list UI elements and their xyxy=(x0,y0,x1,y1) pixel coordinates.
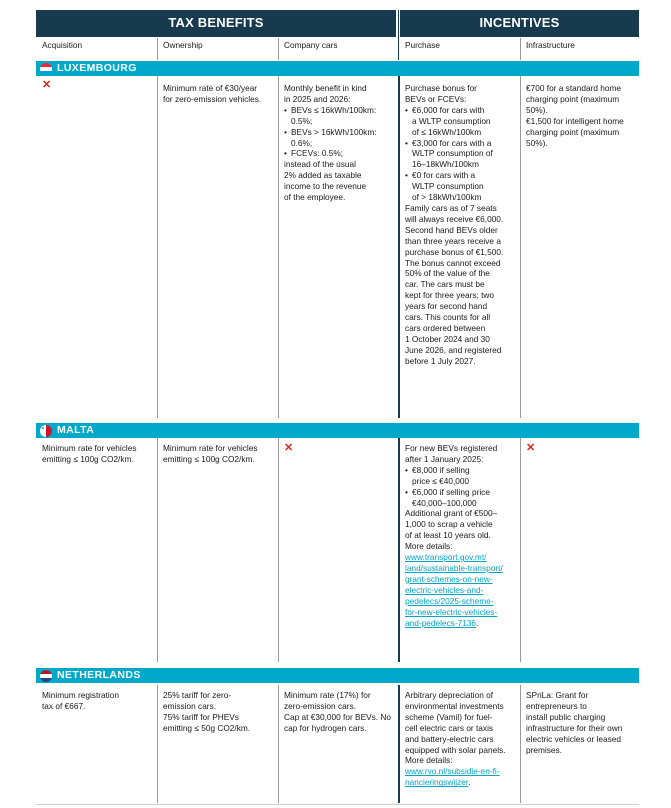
col-ownership: Ownership xyxy=(163,40,203,50)
text-line: • €3,000 for cars with a xyxy=(412,137,492,148)
link-period: . xyxy=(468,777,471,788)
text-line: car. The cars must be xyxy=(405,279,485,290)
text-line: 25% tariff for zero- xyxy=(163,690,232,700)
link-period: . xyxy=(476,617,479,628)
text-line: premises. xyxy=(526,744,562,755)
tax-benefits-header: TAX BENEFITS xyxy=(36,10,396,37)
text-line: • €6,000 if selling price xyxy=(412,486,490,497)
text-line: 1 October 2024 and 30 xyxy=(405,333,490,344)
text-line: Minimum rate for vehicles xyxy=(163,443,258,453)
text-line: • €8,000 if selling xyxy=(412,464,470,475)
text-line: zero-emission cars. xyxy=(284,700,356,711)
country-name: NETHERLANDS xyxy=(57,669,141,682)
more-details-link[interactable] xyxy=(405,766,514,788)
text-line: More details: xyxy=(405,541,453,552)
text-line: 16–18kWh/100km xyxy=(412,159,479,170)
text-line: • €6,000 for cars with xyxy=(412,104,485,115)
lux-purchase xyxy=(399,83,520,367)
col-company-cars: Company cars xyxy=(284,40,338,50)
text-line: Purchase bonus for xyxy=(405,83,477,93)
malta-company-cars xyxy=(278,443,399,454)
bullet-item xyxy=(405,487,514,509)
text-line: 50%). xyxy=(526,137,548,148)
country-bar-netherlands xyxy=(36,668,639,683)
text-line: and battery-electric cars xyxy=(405,733,494,744)
divider xyxy=(278,438,279,662)
text-line: charging point (maximum xyxy=(526,126,620,137)
netherlands-flag-icon xyxy=(40,670,52,682)
lux-ownership xyxy=(157,83,278,105)
malta-ownership xyxy=(157,443,278,465)
col-purchase: Purchase xyxy=(405,40,441,50)
text-line: 1,000 to scrap a vehicle xyxy=(405,519,493,530)
text-line: SPriLa: Grant for xyxy=(526,690,589,700)
divider xyxy=(520,438,521,662)
text-line: 50%). xyxy=(526,104,548,115)
text-line: cars ordered between xyxy=(405,322,486,333)
text-line: instead of the usual xyxy=(284,159,356,170)
luxembourg-flag-icon xyxy=(40,63,52,75)
text-line: in 2025 and 2026: xyxy=(284,93,351,104)
text-line: cap for hydrogen cars. xyxy=(284,722,367,733)
link-line[interactable]: www.transport.gov.mt/ xyxy=(405,552,487,563)
link-line[interactable]: pedelecs/2025-scheme- xyxy=(405,595,494,606)
divider xyxy=(157,38,158,60)
text-line: €1,500 for intelligent home xyxy=(526,115,624,126)
text-line: WLTP consumption of xyxy=(412,148,493,159)
country-name: LUXEMBOURG xyxy=(57,62,137,75)
text-line: For new BEVs registered xyxy=(405,443,498,453)
incentives-header: INCENTIVES xyxy=(400,10,639,37)
text-line: 50% of the value of the xyxy=(405,268,490,279)
cross-icon: ✕ xyxy=(526,442,536,454)
text-line: electric vehicles or leased xyxy=(526,733,621,744)
text-line: than three years receive a xyxy=(405,235,501,246)
text-line: BEVs or FCEVs: xyxy=(405,93,467,104)
table-bottom-border xyxy=(36,804,639,805)
text-line: income to the revenue xyxy=(284,181,367,192)
col-infrastructure: Infrastructure xyxy=(526,40,575,50)
divider xyxy=(157,75,158,418)
link-line[interactable]: for-new-electric-vehicles- xyxy=(405,606,498,617)
lux-company-cars xyxy=(278,83,399,203)
text-line: environmental investments xyxy=(405,700,504,711)
country-name: MALTA xyxy=(57,424,95,437)
text-line: tax of €667. xyxy=(42,700,86,711)
text-line: Additional grant of €500– xyxy=(405,508,498,519)
text-line: emitting ≤ 100g CO2/km. xyxy=(163,453,255,464)
link-line[interactable]: nancieringswijzer xyxy=(405,777,469,788)
link-line[interactable]: electric-vehicles-and- xyxy=(405,584,484,595)
text-line: • FCEVs: 0.5%; xyxy=(291,148,344,159)
text-line: 2% added as taxable xyxy=(284,170,362,181)
nl-company-cars xyxy=(278,690,399,734)
text-line: Minimum rate for vehicles xyxy=(42,443,137,453)
bullet-item xyxy=(405,465,514,487)
malta-purchase xyxy=(399,443,520,628)
text-line: The bonus cannot exceed xyxy=(405,257,501,268)
text-line: years for second hand xyxy=(405,301,488,312)
text-line: • BEVs > 16kWh/100km: xyxy=(291,126,377,137)
text-line: Cap at €30,000 for BEVs. No xyxy=(284,711,392,722)
country-bar-malta xyxy=(36,423,639,438)
malta-flag-icon xyxy=(40,425,52,437)
text-line: Monthly benefit in kind xyxy=(284,83,367,93)
lux-acquisition xyxy=(36,80,157,91)
text-line: a WLTP consumption xyxy=(412,115,491,126)
nl-acquisition xyxy=(36,690,157,712)
text-line: emission cars. xyxy=(163,700,217,711)
text-line: after 1 January 2025: xyxy=(405,453,484,464)
text-line: purchase bonus of €1,500. xyxy=(405,246,504,257)
text-line: infrastructure for their own xyxy=(526,722,623,733)
text-line: €40,000–100,000 xyxy=(412,497,477,508)
divider xyxy=(278,38,279,60)
more-details-link[interactable] xyxy=(405,552,514,628)
text-line: €700 for a standard home xyxy=(526,83,622,93)
text-line: Family cars as of 7 seats xyxy=(405,202,497,213)
bullet-item xyxy=(284,105,393,127)
text-line: 0.6%; xyxy=(291,137,313,148)
bullet-item xyxy=(405,170,514,203)
text-line: cars. This counts for all xyxy=(405,312,491,323)
lux-infrastructure xyxy=(520,83,639,148)
malta-infrastructure xyxy=(520,443,639,454)
text-line: of at least 10 years old. xyxy=(405,530,491,541)
text-line: Minimum rate (17%) for xyxy=(284,690,371,700)
text-line: 0.5%; xyxy=(291,115,313,126)
text-line: • €0 for cars with a xyxy=(412,170,476,181)
divider xyxy=(398,10,399,60)
text-line: emitting ≤ 100g CO2/km. xyxy=(42,453,134,464)
text-line: equipped with solar panels. xyxy=(405,744,506,755)
text-line: price ≤ €40,000 xyxy=(412,475,470,486)
text-line: • BEVs ≤ 16kWh/100km: xyxy=(291,104,377,115)
malta-acquisition xyxy=(36,443,157,465)
link-line[interactable]: grant-schemes-on-new- xyxy=(405,573,493,584)
text-line: cell electric cars or taxis xyxy=(405,722,494,733)
divider xyxy=(157,438,158,662)
text-line: kept for three years; two xyxy=(405,290,495,301)
text-line: install public charging xyxy=(526,711,606,722)
col-acquisition: Acquisition xyxy=(42,40,83,50)
text-line: Second hand BEVs older xyxy=(405,224,498,235)
text-line: charging point (maximum xyxy=(526,93,620,104)
text-line: of ≤ 16kWh/100km xyxy=(412,126,482,137)
link-line[interactable]: land/sustainable-transport/ xyxy=(405,562,503,573)
link-line[interactable]: and-pedelecs-7136 xyxy=(405,617,477,628)
text-line: before 1 July 2027. xyxy=(405,355,476,366)
country-bar-luxembourg xyxy=(36,61,639,76)
text-line: Arbitrary depreciation of xyxy=(405,690,494,700)
divider xyxy=(520,38,521,60)
text-line: of the employee. xyxy=(284,192,346,203)
link-line[interactable]: www.rvo.nl/subsidie-en-fi- xyxy=(405,766,500,777)
nl-ownership xyxy=(157,690,278,734)
text-line: Minimum registration xyxy=(42,690,119,700)
nl-purchase xyxy=(399,690,520,788)
bullet-item xyxy=(405,138,514,171)
text-line: More details: xyxy=(405,755,453,766)
bullet-item xyxy=(284,148,393,159)
cross-icon: ✕ xyxy=(284,442,294,454)
text-line: WLTP consumption xyxy=(412,181,484,192)
cross-icon: ✕ xyxy=(42,79,52,91)
text-line: 75% tariff for PHEVs xyxy=(163,711,239,722)
text-line: emitting ≤ 50g CO2/km. xyxy=(163,722,251,733)
nl-infrastructure xyxy=(520,690,639,755)
bullet-item xyxy=(284,127,393,149)
text-line: entrepreneurs to xyxy=(526,700,587,711)
text-line: for zero-emission vehicles. xyxy=(163,93,262,104)
bullet-item xyxy=(405,105,514,138)
text-line: June 2026, and registered xyxy=(405,344,502,355)
text-line: will always receive €6,000. xyxy=(405,213,504,224)
text-line: Minimum rate of €30/year xyxy=(163,83,258,93)
text-line: scheme (Vamil) for fuel- xyxy=(405,711,493,722)
text-line: of > 18kWh/100km xyxy=(412,192,482,203)
